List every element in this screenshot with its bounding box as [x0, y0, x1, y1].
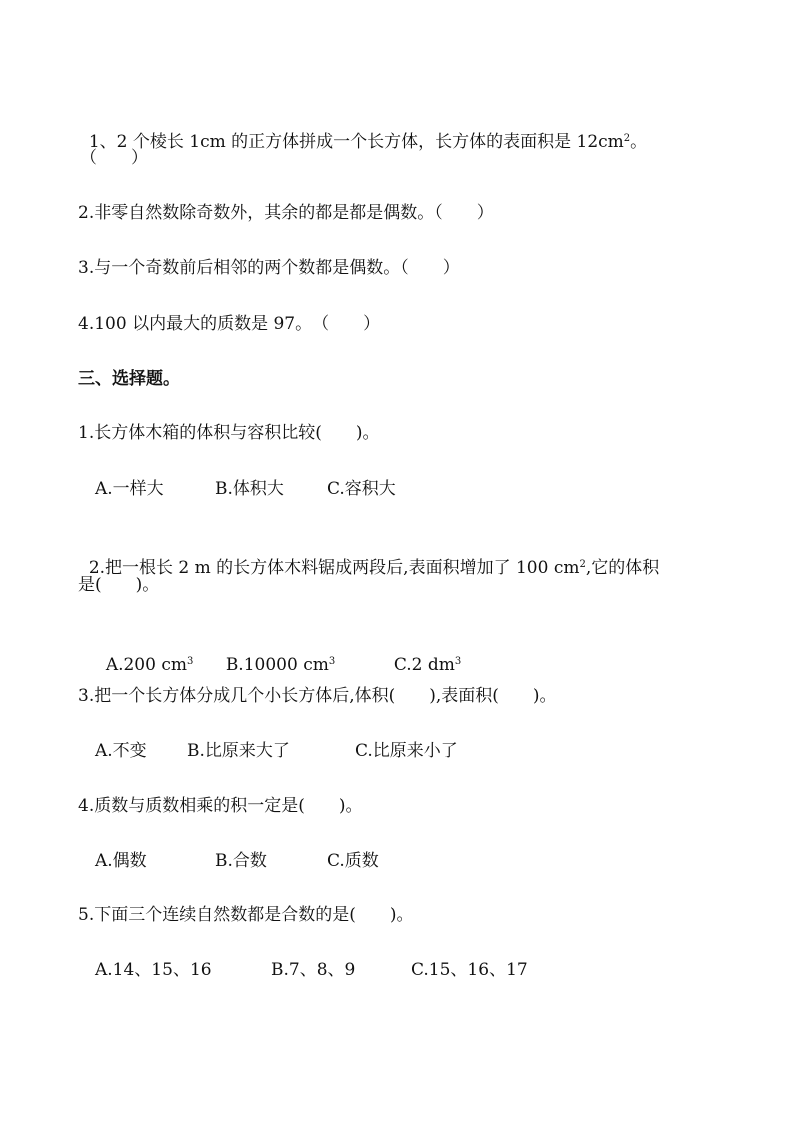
- choice-q2-stem-sup: 2: [579, 559, 586, 570]
- choice-q2-option-b: [215, 629, 335, 677]
- choice-q4-option-a: A.偶数: [95, 851, 147, 871]
- choice-q3-stem: 3.把一个长方体分成几个小长方体后,体积( ),表面积( )。: [78, 686, 557, 706]
- choice-q4-option-c: C.质数: [327, 851, 379, 871]
- judge-q1-paren: （ ）: [80, 148, 148, 168]
- section-title: 三、选择题。: [78, 369, 180, 389]
- choice-q1-option-a: A.一样大: [95, 479, 164, 499]
- judge-q1-end: 。: [630, 132, 648, 152]
- judge-q1-sup: 2: [623, 133, 631, 144]
- choice-q5-option-c: C.15、16、17: [411, 960, 528, 980]
- choice-q4-stem: 4.质数与质数相乘的积一定是( )。: [78, 796, 363, 816]
- choice-q5-option-a: A.14、15、16: [95, 960, 212, 980]
- judge-q2: 2.非零自然数除奇数外，其余的都是都是偶数。（ ）: [78, 203, 494, 223]
- choice-q2-option-c-sup: 3: [454, 656, 462, 667]
- choice-q2-stem-a: 2.把一根长 2 m 的长方体木料锯成两段后,表面积增加了 100 cm: [88, 558, 580, 578]
- choice-q2-option-c-text: C.2 dm: [393, 655, 455, 675]
- judge-q4: 4.100 以内最大的质数是 97。 （ ）: [78, 314, 381, 334]
- choice-q2-stem-b: ,它的体积: [585, 558, 660, 578]
- choice-q2-option-b-sup: 3: [328, 656, 336, 667]
- choice-q1-option-b: B.体积大: [215, 479, 284, 499]
- choice-q2-option-a-text: A.200 cm: [105, 655, 187, 675]
- choice-q5-option-b: B.7、8、9: [271, 960, 356, 980]
- choice-q1-stem: 1.长方体木箱的体积与容积比较( )。: [78, 423, 380, 443]
- choice-q3-option-c: C.比原来小了: [355, 741, 458, 761]
- choice-q2-option-c: [383, 629, 461, 677]
- choice-q2-stem: [78, 532, 659, 580]
- choice-q2-stem-line2: 是( )。: [78, 575, 160, 595]
- choice-q1-option-c: C.容积大: [327, 479, 396, 499]
- choice-q2-option-a-sup: 3: [187, 656, 194, 667]
- choice-q2-option-b-text: B.10000 cm: [225, 655, 329, 675]
- choice-q4-option-b: B.合数: [215, 851, 267, 871]
- choice-q3-option-b: B.比原来大了: [187, 741, 290, 761]
- choice-q3-option-a: A.不变: [95, 741, 147, 761]
- judge-q1-text: 1、2 个棱长 1cm 的正方体拼成一个长方体，长方体的表面积是 12cm: [88, 132, 624, 152]
- choice-q5-stem: 5.下面三个连续自然数都是合数的是( )。: [78, 905, 414, 925]
- choice-q2-option-a: [95, 629, 193, 677]
- judge-q1: [78, 106, 647, 154]
- judge-q3: 3.与一个奇数前后相邻的两个数都是偶数。（ ）: [78, 258, 460, 278]
